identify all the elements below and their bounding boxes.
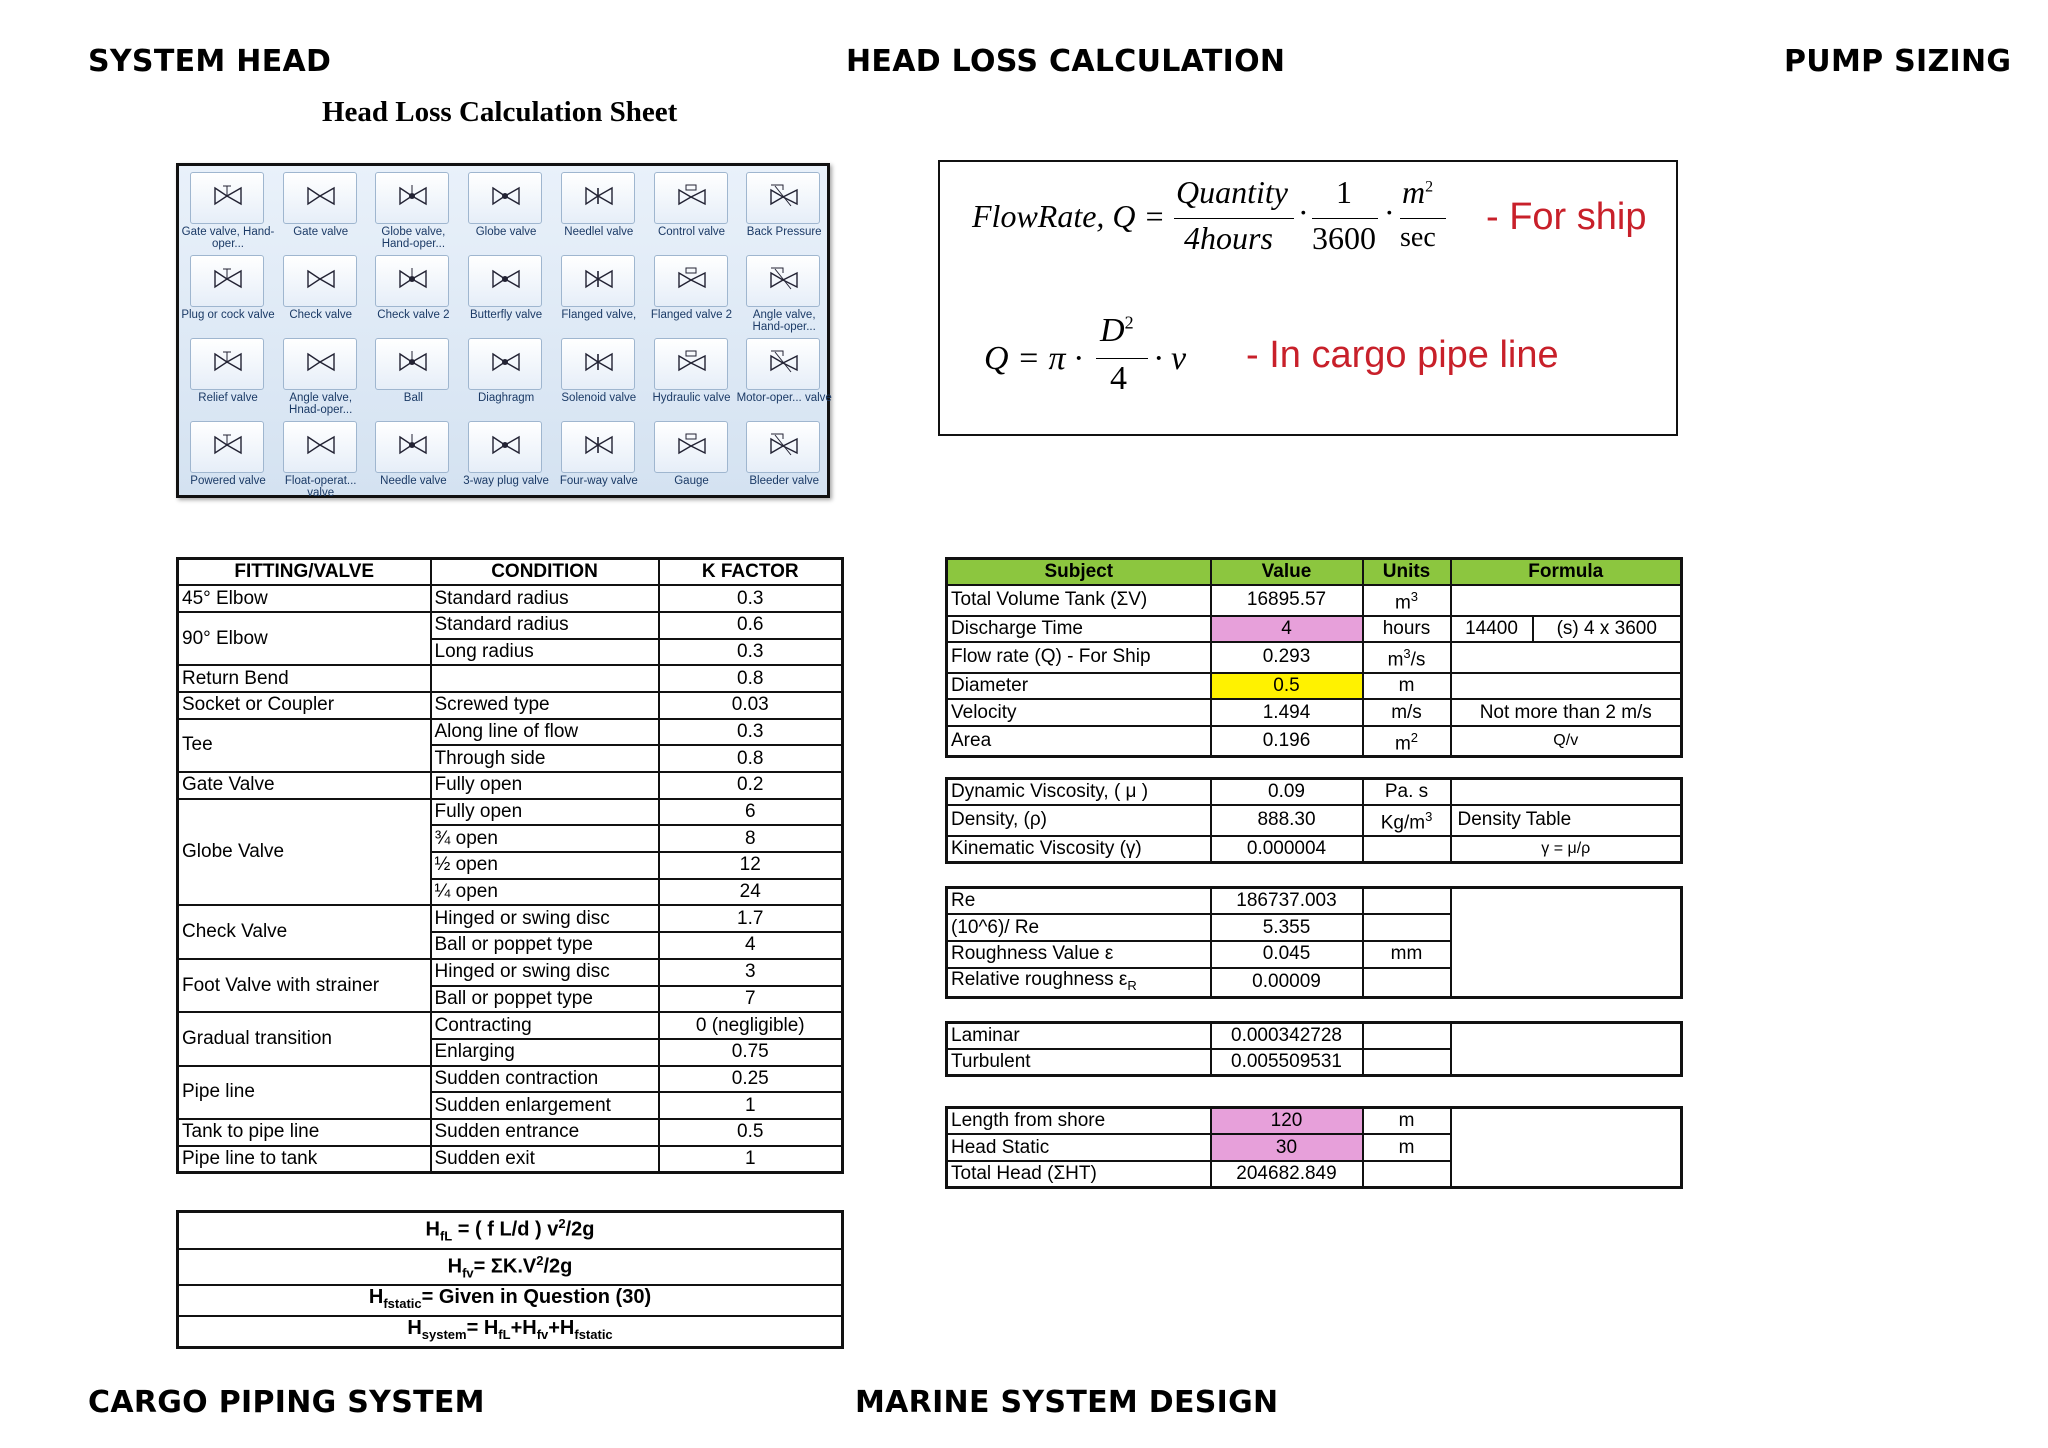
- fitting-name: Gradual transition: [178, 1012, 431, 1065]
- d2-text: $D^2$: [1100, 312, 1134, 349]
- fitting-kfactor: 4: [659, 932, 843, 959]
- footer-marine-design: MARINE SYSTEM DESIGN: [855, 1385, 1279, 1420]
- eq-hfv: $H_{fv}= \Sigma K.V^2/2g$: [178, 1249, 843, 1286]
- fitting-kfactor: 0 (negligible): [659, 1012, 843, 1039]
- calc-table-reynolds: [945, 886, 1683, 999]
- total-head-label: Total Head (ΣHT): [947, 1161, 1211, 1188]
- valve-icon[interactable]: [468, 172, 542, 224]
- diameter-value: 0.5: [1211, 673, 1363, 700]
- eq-hfl: $H_{fL}$ = ( f L/d ) $v^2/2g$: [178, 1212, 843, 1249]
- row-area: [947, 726, 1682, 757]
- laminar-value: 0.000342728: [1211, 1023, 1363, 1050]
- valve-shape-2[interactable]: [367, 168, 459, 250]
- v-text: · v: [1154, 340, 1187, 377]
- fitting-kfactor: 0.75: [659, 1039, 843, 1066]
- fitting-kfactor: 0.3: [659, 585, 843, 612]
- valve-icon[interactable]: [190, 338, 264, 390]
- valve-label: Gauge: [674, 475, 709, 487]
- discharge-formula: (s) 4 x 3600: [1533, 616, 1682, 643]
- row-total-volume: [947, 585, 1682, 615]
- valve-shape-3[interactable]: [460, 168, 552, 250]
- laminar-unit: [1363, 1023, 1451, 1050]
- valve-label: Solenoid valve: [561, 392, 637, 404]
- eq-row-hfv: [178, 1249, 843, 1286]
- re-value: 186737.003: [1211, 888, 1363, 915]
- valve-shape-4[interactable]: [553, 168, 645, 250]
- valve-label: Angle valve, Hand-oper...: [752, 309, 816, 333]
- total-volume-value: 16895.57: [1211, 585, 1363, 615]
- fitting-name: 90° Elbow: [178, 612, 431, 665]
- valve-shape-0[interactable]: [182, 168, 274, 250]
- valve-icon[interactable]: [283, 421, 357, 473]
- row-dyn-visc: [947, 779, 1682, 806]
- col-condition: CONDITION: [431, 559, 659, 586]
- valve-shape-16[interactable]: [367, 334, 459, 416]
- total-volume-label: Total Volume Tank (ΣV): [947, 585, 1211, 615]
- valve-label: Hydraulic valve: [652, 392, 731, 404]
- fitting-kfactor: 12: [659, 852, 843, 879]
- valve-icon[interactable]: [283, 338, 357, 390]
- valve-shape-24[interactable]: [460, 417, 552, 499]
- area-formula: Q/v: [1451, 726, 1682, 757]
- fitting-name: Globe Valve: [178, 799, 431, 906]
- rel-rough-label: Relative roughness $\varepsilon_R$: [947, 968, 1211, 998]
- fitting-condition: Sudden entrance: [431, 1119, 659, 1146]
- valve-icon[interactable]: [375, 338, 449, 390]
- hours-text: 4hours: [1184, 220, 1273, 256]
- fitting-kfactor: 1: [659, 1092, 843, 1119]
- fitting-row: [178, 905, 843, 932]
- fitting-kfactor: 0.8: [659, 745, 843, 772]
- for-ship-label: - For ship: [1486, 196, 1647, 238]
- fitting-condition: Ball or poppet type: [431, 932, 659, 959]
- fitting-row: [178, 1066, 843, 1093]
- turbulent-unit: [1363, 1049, 1451, 1076]
- valve-shape-1[interactable]: [275, 168, 367, 250]
- total-head-unit: [1363, 1161, 1451, 1188]
- equations-table: [176, 1210, 844, 1349]
- valve-shape-25[interactable]: [553, 417, 645, 499]
- head-static-value: 30: [1211, 1134, 1363, 1161]
- fitting-kfactor: 3: [659, 959, 843, 986]
- laminar-label: Laminar: [947, 1023, 1211, 1050]
- hdr-subject: Subject: [947, 559, 1211, 586]
- valve-shape-6[interactable]: [738, 168, 830, 250]
- fitting-name: Pipe line to tank: [178, 1146, 431, 1173]
- length-label: Length from shore: [947, 1108, 1211, 1135]
- flow-rate-unit: $m^3/s$: [1363, 642, 1451, 672]
- fitting-condition: Through side: [431, 745, 659, 772]
- m3-unit: $m^2$: [1402, 174, 1434, 210]
- valve-label: Plug or cock valve: [181, 309, 275, 321]
- valve-shape-11[interactable]: [553, 251, 645, 333]
- row-laminar: [947, 1023, 1682, 1050]
- fitting-kfactor: 0.3: [659, 719, 843, 746]
- kin-visc-unit: [1363, 836, 1451, 863]
- valve-shape-9[interactable]: [367, 251, 459, 333]
- valve-label: Needle valve: [380, 475, 447, 487]
- four-text: 4: [1110, 360, 1127, 397]
- valve-shape-21[interactable]: [182, 417, 274, 499]
- fitting-condition: Screwed type: [431, 692, 659, 719]
- valve-shape-19[interactable]: [646, 334, 738, 416]
- valve-label: Motor-oper... valve: [736, 392, 832, 404]
- calc-table-head: [945, 1106, 1683, 1189]
- velocity-label: Velocity: [947, 699, 1211, 726]
- total-head-value: 204682.849: [1211, 1161, 1363, 1188]
- fitting-row: [178, 799, 843, 826]
- kin-visc-label: Kinematic Viscosity (γ): [947, 836, 1211, 863]
- valve-shape-13[interactable]: [738, 251, 830, 333]
- density-unit: $Kg/m^3$: [1363, 805, 1451, 835]
- q-lhs: Q = π ·: [984, 340, 1083, 377]
- fitting-condition: Ball or poppet type: [431, 986, 659, 1013]
- discharge-value: 4: [1211, 616, 1363, 643]
- fitting-condition: ¾ open: [431, 825, 659, 852]
- hdr-value: Value: [1211, 559, 1363, 586]
- valve-label: Gate valve: [293, 226, 349, 238]
- fitting-name: 45° Elbow: [178, 585, 431, 612]
- fitting-condition: Hinged or swing disc: [431, 905, 659, 932]
- valve-icon[interactable]: [654, 255, 728, 307]
- fitting-name: Tee: [178, 719, 431, 772]
- row-diameter: [947, 673, 1682, 700]
- valve-icon[interactable]: [746, 255, 820, 307]
- density-formula: Density Table: [1451, 805, 1682, 835]
- header-pump-sizing: PUMP SIZING: [1784, 44, 2012, 79]
- sec-text: sec: [1400, 222, 1436, 253]
- dot-2: ·: [1384, 194, 1395, 230]
- fitting-row: [178, 1146, 843, 1173]
- formula-box: [938, 160, 1678, 436]
- dyn-visc-formula: [1451, 779, 1682, 806]
- hdr-formula: Formula: [1451, 559, 1682, 586]
- d2-sup: 2: [1124, 312, 1134, 333]
- valve-label: Diaghragm: [477, 392, 535, 404]
- quantity-text: Quantity: [1176, 174, 1288, 210]
- fitting-row: [178, 665, 843, 692]
- valve-label: Flanged valve 2: [650, 309, 733, 321]
- valve-label: Relief valve: [198, 392, 258, 404]
- fitting-row: [178, 1012, 843, 1039]
- header-head-loss: HEAD LOSS CALCULATION: [846, 44, 1286, 79]
- fitting-name: Gate Valve: [178, 772, 431, 799]
- valve-shape-7[interactable]: [182, 251, 274, 333]
- fittings-table: [176, 557, 844, 1174]
- valve-shape-27[interactable]: [738, 417, 830, 499]
- re-label: Re: [947, 888, 1211, 915]
- head-static-label: Head Static: [947, 1134, 1211, 1161]
- valve-icon[interactable]: [283, 172, 357, 224]
- fitting-kfactor: 1: [659, 1146, 843, 1173]
- valve-label: Globe valve: [475, 226, 537, 238]
- valve-label: Bleeder valve: [749, 475, 820, 487]
- valve-icon[interactable]: [468, 421, 542, 473]
- length-value: 120: [1211, 1108, 1363, 1135]
- fraction-bar-1: [1174, 218, 1294, 219]
- one-text: 1: [1336, 174, 1352, 210]
- valve-label: Needlel valve: [564, 226, 634, 238]
- valve-icon[interactable]: [190, 172, 264, 224]
- fitting-condition: Hinged or swing disc: [431, 959, 659, 986]
- valve-icon[interactable]: [746, 172, 820, 224]
- valve-shape-26[interactable]: [646, 417, 738, 499]
- dyn-visc-label: Dynamic Viscosity, ( μ ): [947, 779, 1211, 806]
- valve-label: Gate valve, Hand-oper...: [181, 226, 275, 250]
- valve-shape-14[interactable]: [182, 334, 274, 416]
- valve-shape-18[interactable]: [553, 334, 645, 416]
- turbulent-label: Turbulent: [947, 1049, 1211, 1076]
- velocity-value: 1.494: [1211, 699, 1363, 726]
- row-flow-rate: [947, 642, 1682, 672]
- valve-icon[interactable]: [375, 421, 449, 473]
- fitting-kfactor: 0.8: [659, 665, 843, 692]
- col-kfactor: K FACTOR: [659, 559, 843, 586]
- col-fitting: FITTING/VALVE: [178, 559, 431, 586]
- discharge-seconds: 14400: [1451, 616, 1533, 643]
- fittings-body: [178, 585, 843, 1172]
- diameter-formula: [1451, 673, 1682, 700]
- m3-sup: 2: [1425, 178, 1434, 196]
- fitting-kfactor: 0.03: [659, 692, 843, 719]
- total-volume-formula: [1451, 585, 1682, 615]
- header-system-head: SYSTEM HEAD: [88, 44, 332, 79]
- valve-icon[interactable]: [283, 255, 357, 307]
- fitting-condition: [431, 665, 659, 692]
- discharge-unit: hours: [1363, 616, 1451, 643]
- roughness-value: 0.045: [1211, 941, 1363, 968]
- row-kin-visc: [947, 836, 1682, 863]
- fitting-name: Foot Valve with strainer: [178, 959, 431, 1012]
- dyn-visc-value: 0.09: [1211, 779, 1363, 806]
- sheet-title: Head Loss Calculation Sheet: [322, 96, 678, 128]
- fitting-name: Pipe line: [178, 1066, 431, 1119]
- fittings-header-row: [178, 559, 843, 586]
- eq-hsystem: $H_{system}= H_{fL}+H_{fv}+H_{fstatic}$: [178, 1316, 843, 1348]
- valve-shape-10[interactable]: [460, 251, 552, 333]
- fitting-name: Return Bend: [178, 665, 431, 692]
- row-length: [947, 1108, 1682, 1135]
- fitting-row: [178, 585, 843, 612]
- fitting-row: [178, 772, 843, 799]
- rel-rough-unit: [1363, 968, 1451, 998]
- cargo-label: - In cargo pipe line: [1246, 334, 1559, 376]
- area-value: 0.196: [1211, 726, 1363, 757]
- valve-palette: [176, 163, 830, 498]
- eq-hfstatic: $H_{fstatic}=$ Given in Question (30): [178, 1285, 843, 1316]
- valve-label: Powered valve: [190, 475, 266, 487]
- roughness-label: Roughness Value ε: [947, 941, 1211, 968]
- diameter-unit: m: [1363, 673, 1451, 700]
- area-label: Area: [947, 726, 1211, 757]
- valve-label: 3-way plug valve: [463, 475, 549, 487]
- valve-label: Control valve: [657, 226, 726, 238]
- valve-label: Check valve: [289, 309, 352, 321]
- hdr-units: Units: [1363, 559, 1451, 586]
- laminar-formula: [1451, 1023, 1682, 1076]
- flowrate-lhs: FlowRate, Q =: [972, 198, 1166, 234]
- total-volume-unit: $m^3$: [1363, 585, 1451, 615]
- fraction-bar-2: [1312, 218, 1378, 219]
- valve-label: Flanged valve,: [561, 309, 637, 321]
- fitting-kfactor: 7: [659, 986, 843, 1013]
- fitting-kfactor: 0.5: [659, 1119, 843, 1146]
- rel-rough-value: 0.00009: [1211, 968, 1363, 998]
- fitting-row: [178, 612, 843, 639]
- fitting-row: [178, 1119, 843, 1146]
- kin-visc-value: 0.000004: [1211, 836, 1363, 863]
- seconds-text: 3600: [1312, 220, 1376, 256]
- valve-shape-22[interactable]: [275, 417, 367, 499]
- valve-label: Angle valve, Hnad-oper...: [289, 392, 353, 416]
- area-unit: $m^2$: [1363, 726, 1451, 757]
- fitting-kfactor: 0.25: [659, 1066, 843, 1093]
- valve-shape-17[interactable]: [460, 334, 552, 416]
- valve-icon[interactable]: [375, 255, 449, 307]
- calc-table-fluid: [945, 777, 1683, 864]
- valve-icon[interactable]: [746, 338, 820, 390]
- dyn-visc-unit: Pa. s: [1363, 779, 1451, 806]
- fraction-bar-3: [1400, 218, 1446, 219]
- valve-icon[interactable]: [190, 255, 264, 307]
- fitting-condition: Enlarging: [431, 1039, 659, 1066]
- calc-table-main: [945, 557, 1683, 758]
- velocity-unit: m/s: [1363, 699, 1451, 726]
- row-velocity: [947, 699, 1682, 726]
- fitting-condition: Standard radius: [431, 612, 659, 639]
- re-formula: [1451, 888, 1682, 998]
- re-inv-label: (10^6)/ Re: [947, 914, 1211, 941]
- valve-icon[interactable]: [746, 421, 820, 473]
- fitting-row: [178, 959, 843, 986]
- valve-icon[interactable]: [654, 421, 728, 473]
- valve-shape-5[interactable]: [646, 168, 738, 250]
- fitting-condition: Sudden enlargement: [431, 1092, 659, 1119]
- re-unit: [1363, 888, 1451, 915]
- kin-visc-formula: γ = μ/ρ: [1451, 836, 1682, 863]
- flow-rate-formula: [1451, 642, 1682, 672]
- density-label: Density, (ρ): [947, 805, 1211, 835]
- valve-label: Four-way valve: [559, 475, 638, 487]
- fitting-condition: Along line of flow: [431, 719, 659, 746]
- valve-icon[interactable]: [654, 338, 728, 390]
- valve-label: Float-operat... valve: [284, 475, 357, 499]
- valve-label: Butterfly valve: [469, 309, 543, 321]
- valve-label: Back Pressure: [746, 226, 822, 238]
- fitting-row: [178, 692, 843, 719]
- flow-rate-value: 0.293: [1211, 642, 1363, 672]
- fitting-condition: Long radius: [431, 639, 659, 666]
- valve-icon[interactable]: [561, 255, 635, 307]
- fitting-condition: Standard radius: [431, 585, 659, 612]
- fitting-name: Socket or Coupler: [178, 692, 431, 719]
- fitting-kfactor: 8: [659, 825, 843, 852]
- eq-row-hfstatic: [178, 1285, 843, 1316]
- calc-header-row: [947, 559, 1682, 586]
- eq-row-hfl: [178, 1212, 843, 1249]
- valve-icon[interactable]: [561, 421, 635, 473]
- head-static-unit: m: [1363, 1134, 1451, 1161]
- row-density: [947, 805, 1682, 835]
- fitting-kfactor: 6: [659, 799, 843, 826]
- length-unit: m: [1363, 1108, 1451, 1135]
- valve-label: Check valve 2: [377, 309, 450, 321]
- valve-icon[interactable]: [468, 255, 542, 307]
- valve-shape-20[interactable]: [738, 334, 830, 416]
- fitting-row: [178, 719, 843, 746]
- fitting-condition: Sudden contraction: [431, 1066, 659, 1093]
- fitting-condition: ¼ open: [431, 879, 659, 906]
- length-formula: [1451, 1108, 1682, 1188]
- fitting-kfactor: 0.3: [659, 639, 843, 666]
- row-re: [947, 888, 1682, 915]
- valve-shape-8[interactable]: [275, 251, 367, 333]
- fitting-kfactor: 0.2: [659, 772, 843, 799]
- valve-label: Globe valve, Hand-oper...: [381, 226, 446, 250]
- turbulent-value: 0.005509531: [1211, 1049, 1363, 1076]
- valve-icon[interactable]: [468, 338, 542, 390]
- velocity-formula: Not more than 2 m/s: [1451, 699, 1682, 726]
- valve-shape-23[interactable]: [367, 417, 459, 499]
- fitting-condition: Fully open: [431, 799, 659, 826]
- valve-icon[interactable]: [190, 421, 264, 473]
- fitting-kfactor: 24: [659, 879, 843, 906]
- fitting-kfactor: 1.7: [659, 905, 843, 932]
- eq-row-hsystem: [178, 1316, 843, 1348]
- re-inv-unit: [1363, 914, 1451, 941]
- valve-icon[interactable]: [561, 338, 635, 390]
- diameter-label: Diameter: [947, 673, 1211, 700]
- density-value: 888.30: [1211, 805, 1363, 835]
- valve-shape-12[interactable]: [646, 251, 738, 333]
- calc-table-friction: [945, 1021, 1683, 1077]
- valve-icon[interactable]: [654, 172, 728, 224]
- fitting-condition: Sudden exit: [431, 1146, 659, 1173]
- fitting-condition: Contracting: [431, 1012, 659, 1039]
- fraction-bar-4: [1096, 358, 1148, 359]
- valve-icon[interactable]: [375, 172, 449, 224]
- valve-icon[interactable]: [561, 172, 635, 224]
- roughness-unit: mm: [1363, 941, 1451, 968]
- fitting-name: Tank to pipe line: [178, 1119, 431, 1146]
- valve-label: Ball: [403, 392, 423, 404]
- re-inv-value: 5.355: [1211, 914, 1363, 941]
- footer-cargo-piping: CARGO PIPING SYSTEM: [88, 1385, 485, 1420]
- fitting-name: Check Valve: [178, 905, 431, 958]
- fitting-condition: ½ open: [431, 852, 659, 879]
- discharge-label: Discharge Time: [947, 616, 1211, 643]
- flow-rate-label: Flow rate (Q) - For Ship: [947, 642, 1211, 672]
- dot-1: ·: [1298, 194, 1309, 230]
- valve-shape-15[interactable]: [275, 334, 367, 416]
- fitting-condition: Fully open: [431, 772, 659, 799]
- row-discharge: [947, 616, 1682, 643]
- fitting-kfactor: 0.6: [659, 612, 843, 639]
